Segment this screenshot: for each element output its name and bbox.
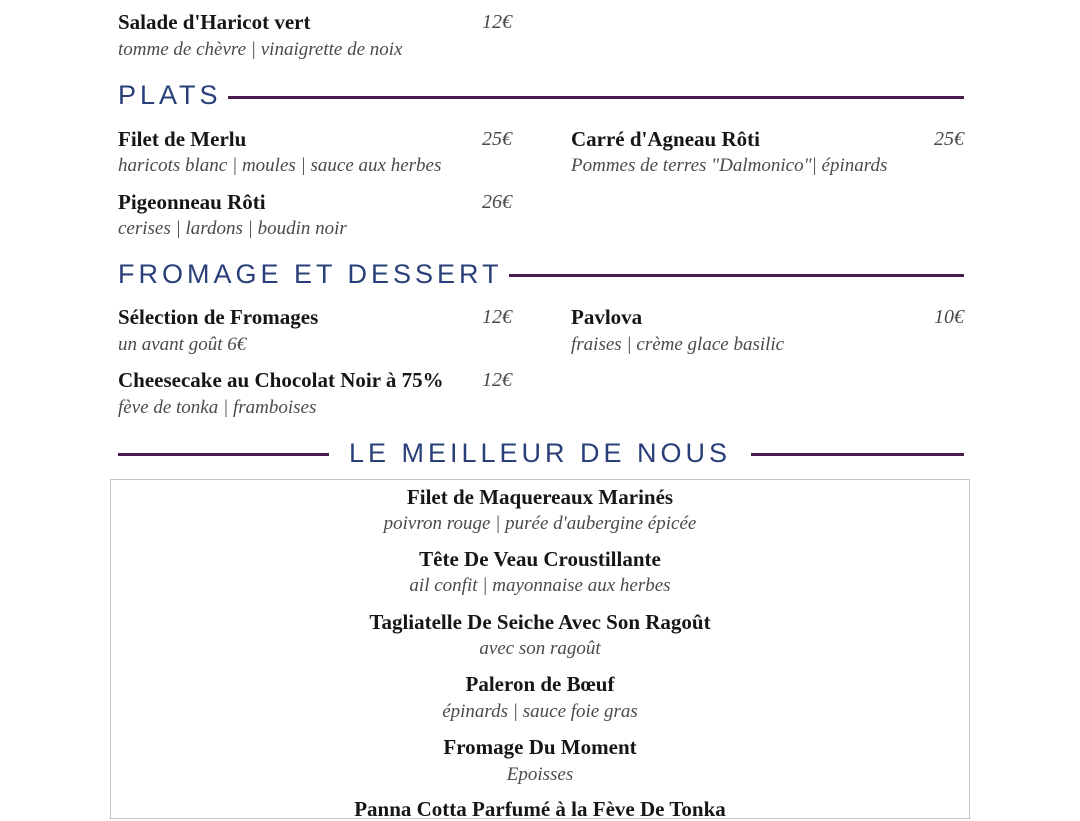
- dish-name: Sélection de Fromages: [118, 305, 319, 329]
- section-title-fromage-dessert: FROMAGE ET DESSERT: [118, 258, 509, 290]
- dish-name: Cheesecake au Chocolat Noir à 75%: [118, 368, 444, 392]
- dish-description: tomme de chèvre | vinaigrette de noix: [118, 39, 403, 60]
- featured-dish-name: Tête De Veau Croustillante: [419, 547, 661, 571]
- featured-dish-description: ail confit | mayonnaise aux herbes: [409, 575, 671, 596]
- section-title-plats: PLATS: [118, 79, 228, 111]
- dish-name: Carré d'Agneau Rôti: [571, 127, 760, 151]
- featured-dish-name: Fromage Du Moment: [443, 735, 637, 759]
- dish-name: Pigeonneau Rôti: [118, 190, 266, 214]
- section-rule: [215, 96, 964, 99]
- dish-name: Salade d'Haricot vert: [118, 10, 311, 34]
- section-title-meilleur: LE MEILLEUR DE NOUS: [329, 438, 751, 468]
- section-title-wrapper: [0, 437, 1080, 469]
- featured-dish-description: poivron rouge | purée d'aubergine épicée: [383, 513, 697, 534]
- featured-dish-description: épinards | sauce foie gras: [442, 701, 638, 722]
- dish-price: 12€: [482, 11, 512, 33]
- featured-dish-name: Paleron de Bœuf: [465, 672, 615, 696]
- dish-description: un avant goût 6€: [118, 334, 247, 355]
- featured-dish-name: Filet de Maquereaux Marinés: [406, 485, 674, 509]
- featured-dish-description: avec son ragoût: [479, 638, 601, 659]
- dish-price: 10€: [934, 306, 964, 328]
- dish-description: fraises | crème glace basilic: [571, 334, 785, 355]
- dish-price: 12€: [482, 306, 512, 328]
- dish-name: Filet de Merlu: [118, 127, 247, 151]
- dish-price: 12€: [482, 369, 512, 391]
- featured-dish-name: Tagliatelle De Seiche Avec Son Ragoût: [369, 610, 711, 634]
- dish-description: Pommes de terres "Dalmonico"| épinards: [571, 155, 888, 176]
- featured-dish-name: Panna Cotta Parfumé à la Fève De Tonka: [354, 797, 726, 821]
- dish-price: 26€: [482, 191, 512, 213]
- dish-price: 25€: [482, 128, 512, 150]
- dish-description: fève de tonka | framboises: [118, 397, 317, 418]
- dish-description: haricots blanc | moules | sauce aux herbes: [118, 155, 442, 176]
- dish-price: 25€: [934, 128, 964, 150]
- dish-description: cerises | lardons | boudin noir: [118, 218, 347, 239]
- featured-dish-description: Epoisses: [506, 764, 574, 785]
- dish-name: Pavlova: [571, 305, 643, 329]
